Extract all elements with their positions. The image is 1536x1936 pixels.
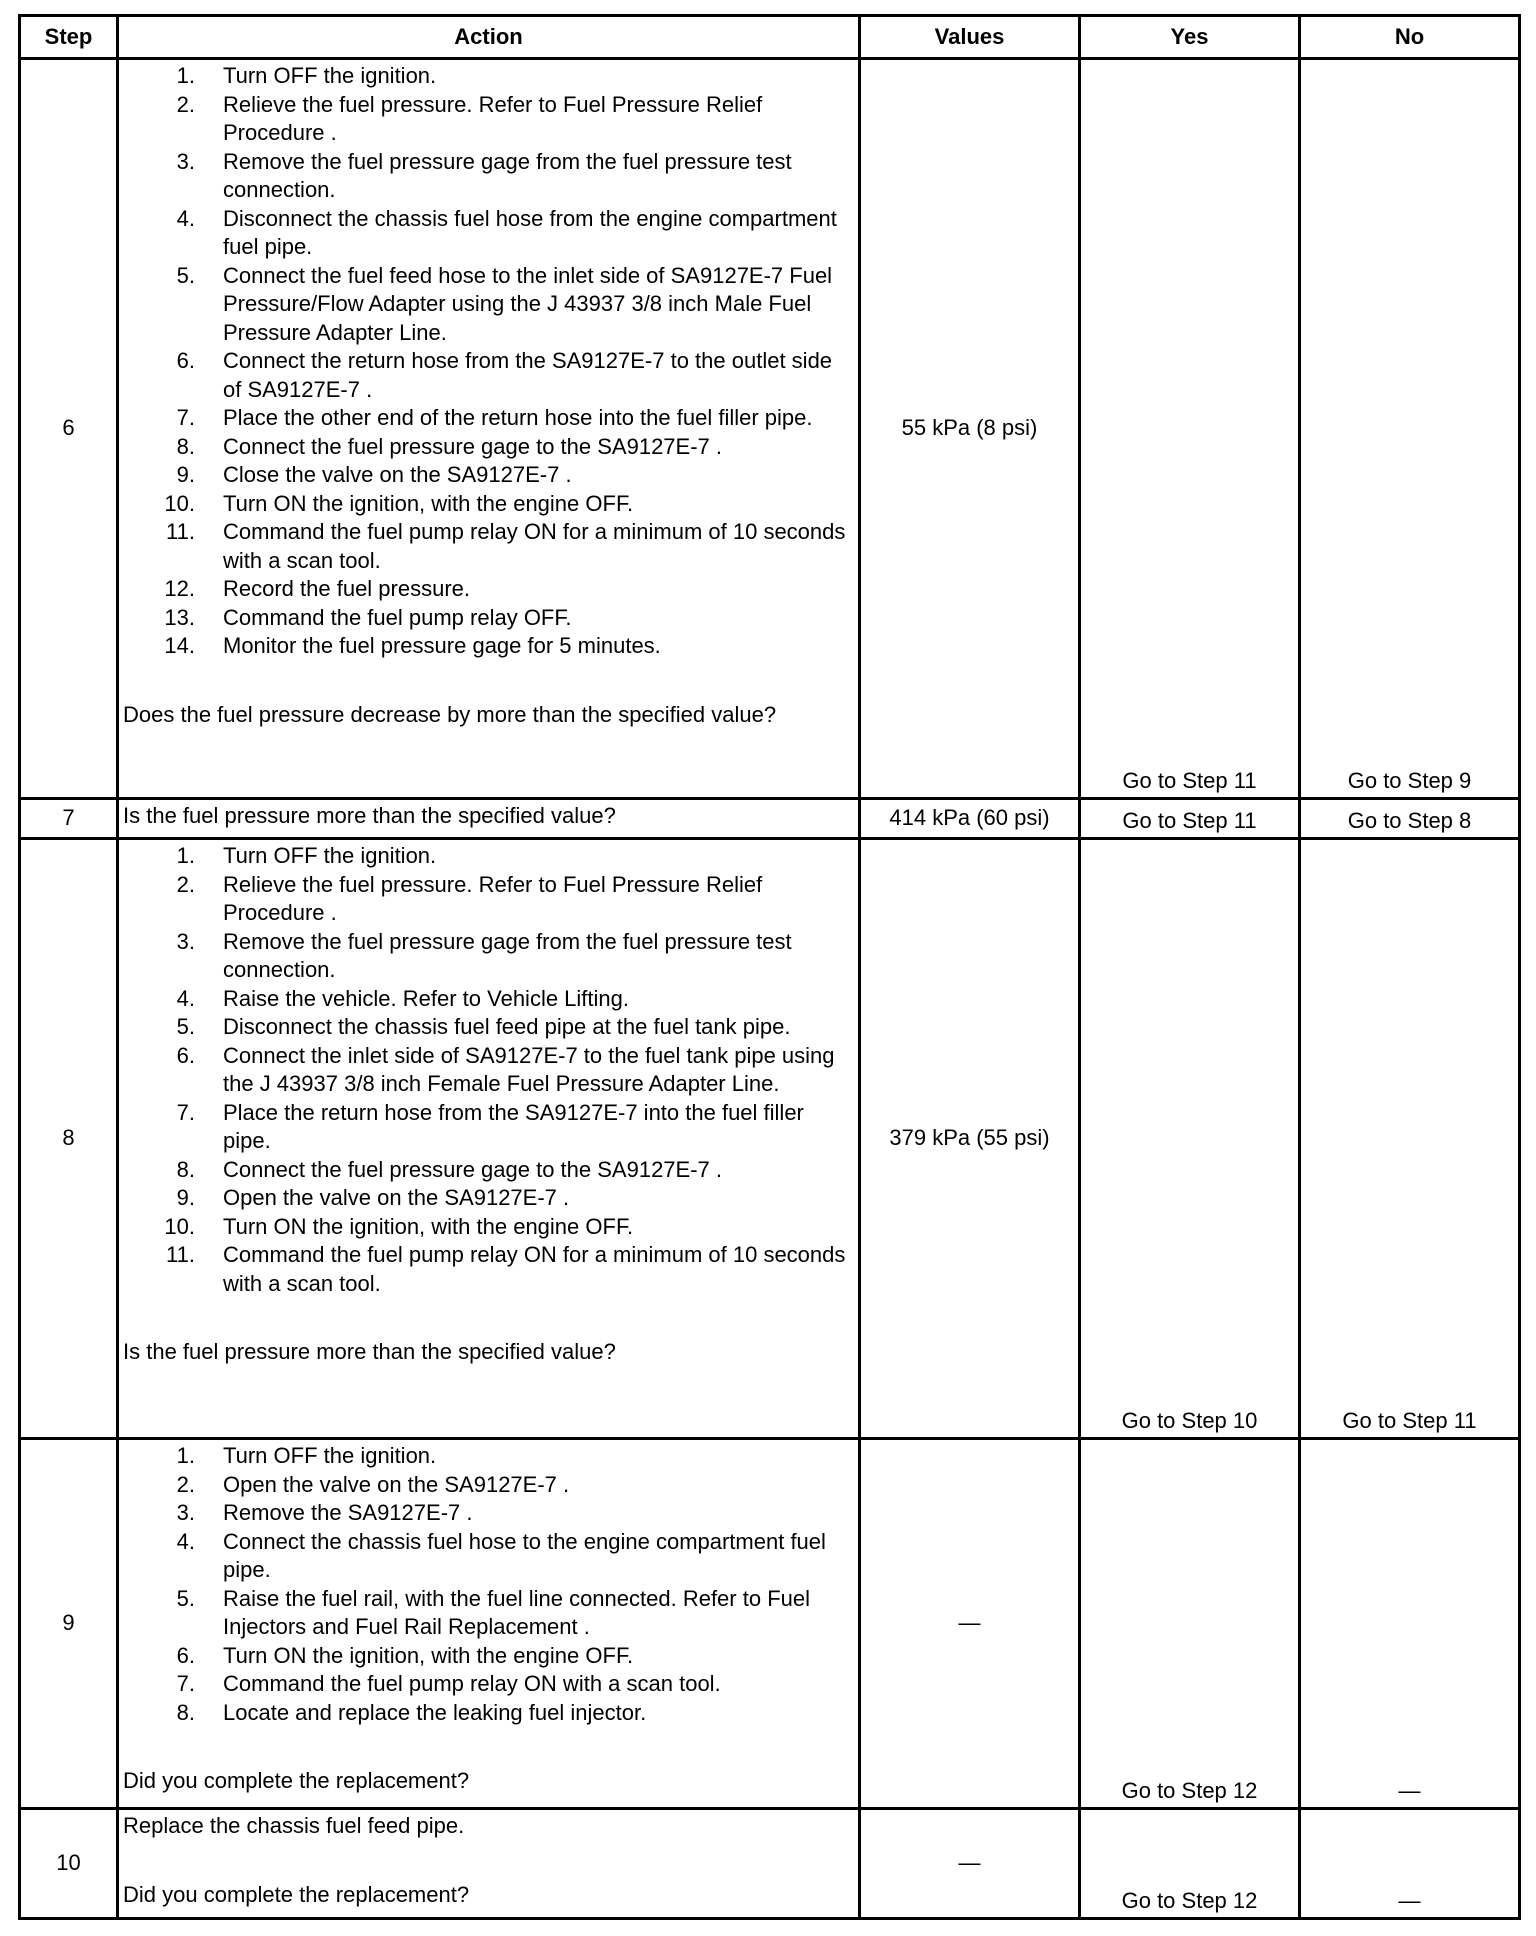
list-item: 8. Locate and replace the leaking fuel injector.	[176, 1699, 647, 1725]
list-item: 8. Connect the fuel pressure gage to the SA9127E-7 .	[176, 433, 722, 459]
yes-cell: Go to Step 12	[1080, 1809, 1300, 1919]
header-row	[20, 16, 1520, 59]
values-cell: 414 kPa (60 psi)	[860, 799, 1080, 839]
list-item: 4. Connect the chassis fuel hose to the engine compartment fuel pipe.	[176, 1528, 826, 1582]
list-item: 11. Command the fuel pump relay ON for a minimum of 10 seconds with a scan tool.	[166, 1242, 846, 1296]
list-item: 2. Relieve the fuel pressure. Refer to Fuel Pressure Relief Procedure .	[176, 91, 763, 145]
question-text: Did you complete the replacement?	[123, 1768, 470, 1793]
header-values: Values	[860, 16, 1080, 59]
action-text: Replace the chassis fuel feed pipe.	[123, 1813, 465, 1838]
list-item: 7. Place the other end of the return hose into the fuel filler pipe.	[176, 405, 813, 430]
list-item: 3. Remove the SA9127E-7 .	[176, 1500, 473, 1525]
no-cell: Go to Step 11	[1300, 839, 1520, 1439]
question-text: Does the fuel pressure decrease by more than the specified value?	[123, 701, 777, 727]
no-cell: Go to Step 8	[1300, 799, 1520, 839]
yes-cell: Go to Step 12	[1080, 1439, 1300, 1809]
list-item: 9. Open the valve on the SA9127E-7 .	[176, 1185, 570, 1210]
list-item: 3. Remove the fuel pressure gage from the fuel pressure test connection.	[176, 148, 792, 202]
list-item: 5. Raise the fuel rail, with the fuel line connected. Refer to Fuel Injectors and Fuel Rail Replacement .	[176, 1585, 810, 1639]
list-item: 13. Command the fuel pump relay OFF.	[164, 604, 572, 630]
list-item: 5. Connect the fuel feed hose to the inlet side of SA9127E-7 Fuel Pressure/Flow Adapter using the J 43937 3/8 inch Male Fuel Pressure Adapter Line.	[176, 262, 833, 345]
list-item: 6. Turn ON the ignition, with the engine OFF.	[176, 1642, 634, 1668]
action-cell	[118, 1439, 860, 1809]
list-item: 6. Connect the return hose from the SA9127E-7 to the outlet side of SA9127E-7 .	[176, 348, 833, 402]
table-row-step-7	[20, 799, 1520, 839]
action-list	[123, 62, 850, 661]
table-row-step-9	[20, 1439, 1520, 1809]
list-item: 7. Command the fuel pump relay ON with a scan tool.	[176, 1671, 721, 1696]
question-text: Is the fuel pressure more than the specified value?	[123, 1339, 616, 1364]
list-item: 8. Connect the fuel pressure gage to the SA9127E-7 .	[176, 1156, 722, 1182]
list-item: 10. Turn ON the ignition, with the engine OFF.	[164, 490, 634, 516]
yes-cell: Go to Step 11	[1080, 799, 1300, 839]
list-item: 7. Place the return hose from the SA9127E-7 into the fuel filler pipe.	[176, 1099, 804, 1153]
values-cell: 379 kPa (55 psi)	[860, 839, 1080, 1439]
step-number: 6	[20, 59, 118, 799]
step-number: 8	[20, 839, 118, 1439]
list-item: 4. Disconnect the chassis fuel hose from the engine compartment fuel pipe.	[176, 205, 837, 259]
list-item: 1. Turn OFF the ignition.	[176, 1443, 437, 1468]
yes-cell: Go to Step 10	[1080, 839, 1300, 1439]
question-text: Did you complete the replacement?	[123, 1881, 470, 1907]
diagnostic-table	[18, 14, 1521, 1920]
list-item: 6. Connect the inlet side of SA9127E-7 to the fuel tank pipe using the J 43937 3/8 inch Female Fuel Pressure Adapter Line.	[176, 1042, 835, 1096]
action-cell	[118, 839, 860, 1439]
list-item: 1. Turn OFF the ignition.	[176, 63, 437, 88]
action-cell	[118, 1809, 860, 1919]
header-yes: Yes	[1080, 16, 1300, 59]
list-item: 2. Relieve the fuel pressure. Refer to Fuel Pressure Relief Procedure .	[176, 871, 763, 925]
question-text: Is the fuel pressure more than the specified value?	[123, 803, 616, 828]
table-row-step-6	[20, 59, 1520, 799]
step-number: 10	[20, 1809, 118, 1919]
header-no: No	[1300, 16, 1520, 59]
no-cell: —	[1300, 1809, 1520, 1919]
step-number: 9	[20, 1439, 118, 1809]
list-item: 11. Command the fuel pump relay ON for a minimum of 10 seconds with a scan tool.	[166, 519, 846, 573]
action-cell	[118, 799, 860, 839]
no-cell: —	[1300, 1439, 1520, 1809]
yes-cell: Go to Step 11	[1080, 59, 1300, 799]
list-item: 3. Remove the fuel pressure gage from the fuel pressure test connection.	[176, 928, 792, 982]
action-cell	[118, 59, 860, 799]
list-item: 9. Close the valve on the SA9127E-7 .	[176, 462, 572, 487]
diagnostic-procedure-document	[18, 14, 1518, 1920]
list-item: 5. Disconnect the chassis fuel feed pipe at the fuel tank pipe.	[176, 1014, 791, 1039]
table-row-step-10	[20, 1809, 1520, 1919]
values-cell: 55 kPa (8 psi)	[860, 59, 1080, 799]
table-row-step-8	[20, 839, 1520, 1439]
list-item: 4. Raise the vehicle. Refer to Vehicle Lifting.	[176, 985, 630, 1011]
header-action: Action	[118, 16, 860, 59]
list-item: 2. Open the valve on the SA9127E-7 .	[176, 1471, 570, 1497]
list-item: 10. Turn ON the ignition, with the engine OFF.	[164, 1213, 634, 1239]
step-number: 7	[20, 799, 118, 839]
action-list	[123, 842, 850, 1298]
no-cell: Go to Step 9	[1300, 59, 1520, 799]
list-item: 14. Monitor the fuel pressure gage for 5 minutes.	[164, 633, 661, 658]
header-step: Step	[20, 16, 118, 59]
values-cell: —	[860, 1439, 1080, 1809]
action-list	[123, 1442, 850, 1727]
list-item: 1. Turn OFF the ignition.	[176, 843, 437, 868]
values-cell: —	[860, 1809, 1080, 1919]
list-item: 12. Record the fuel pressure.	[164, 576, 471, 601]
